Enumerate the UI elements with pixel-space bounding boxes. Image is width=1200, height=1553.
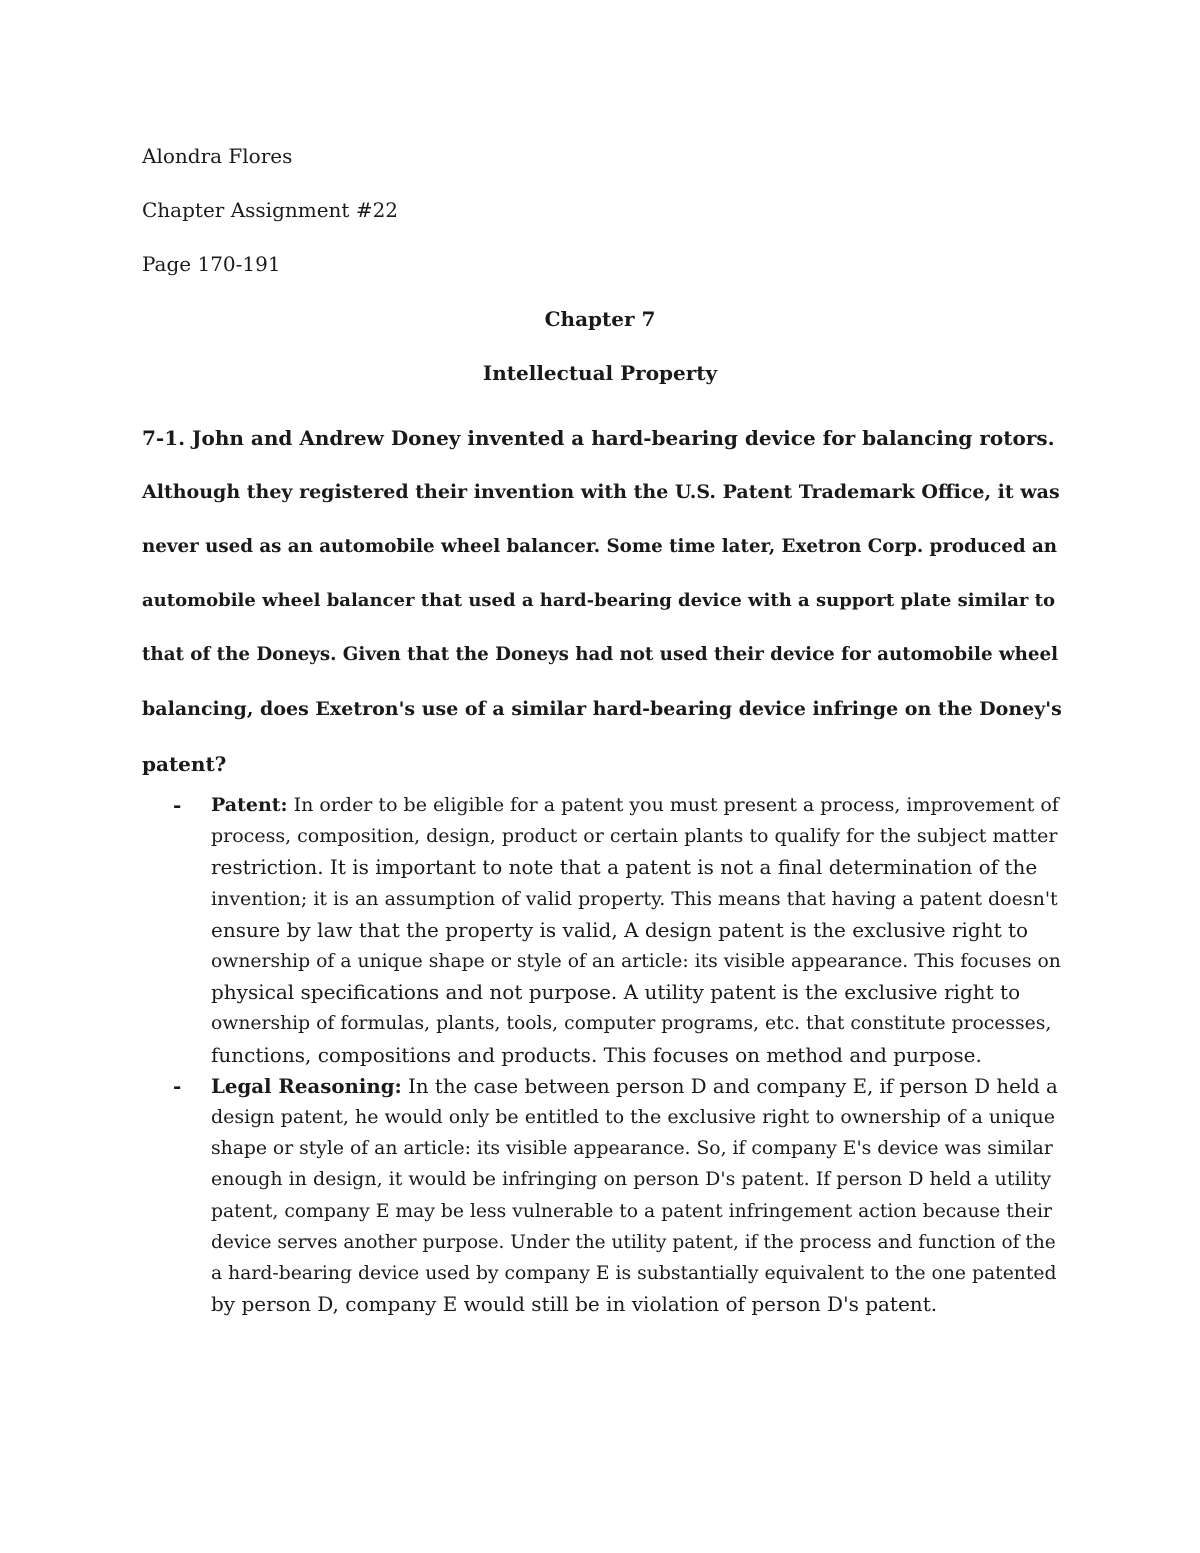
page-range: Page 170-191 <box>142 252 281 276</box>
bullet-line: ensure by law that the property is valid, A design patent is the exclusive right to <box>211 917 1029 942</box>
question-line: automobile wheel balancer that used a hard-bearing device with a support plate similar to <box>142 589 1055 611</box>
bullet-lead-label: Patent: <box>211 794 288 816</box>
answer-bullet-list <box>0 790 1200 1320</box>
bullet-line: restriction. It is important to note that a patent is not a final determination of the <box>211 855 1038 880</box>
bullet-line: process, composition, design, product or certain plants to qualify for the subject matter <box>211 825 1058 848</box>
bullet-line: a hard-bearing device used by company E is substantially equivalent to the one patented <box>211 1263 1057 1285</box>
bullet-line: functions, compositions and products. This focuses on method and purpose. <box>211 1042 982 1067</box>
bullet-line: ownership of formulas, plants, tools, computer programs, etc. that constitute processes, <box>211 1013 1052 1035</box>
bullet-line: design patent, he would only be entitled to the exclusive right to ownership of a unique <box>211 1106 1056 1129</box>
chapter-heading: Chapter 7 <box>544 307 656 331</box>
bullet-line: device serves another purpose. Under the utility patent, if the process and function of the <box>211 1231 1056 1253</box>
bullet-line-text: In order to be eligible for a patent you must present a process, improvement of <box>287 794 1059 816</box>
bullet-legal-reasoning <box>0 1071 1200 1321</box>
bullet-line-text: In the case between person D and company E, if person D held a <box>401 1074 1058 1098</box>
question-line: that of the Doneys. Given that the Doneys had not used their device for automobile wheel <box>142 644 1059 666</box>
bullet-line <box>211 790 1061 821</box>
question-line: 7-1. John and Andrew Doney invented a hard-bearing device for balancing rotors. <box>142 426 1055 450</box>
bullet-text <box>211 790 1061 1071</box>
author-name: Alondra Flores <box>142 144 293 168</box>
question-line: balancing, does Exetron's use of a similar hard-bearing device infringe on the Doney's <box>142 698 1062 721</box>
question-block <box>142 411 1062 791</box>
question-line: Although they registered their invention with the U.S. Patent Trademark Office, it was <box>142 481 1060 504</box>
bullet-line: physical specifications and not purpose. A utility patent is the exclusive right to <box>211 980 1021 1005</box>
bullet-marker: - <box>173 1073 182 1098</box>
bullet-patent <box>0 790 1200 1071</box>
bullet-lead-label: Legal Reasoning: <box>211 1073 402 1098</box>
bullet-marker: - <box>173 793 182 817</box>
chapter-subject-heading: Intellectual Property <box>482 361 718 385</box>
bullet-line: patent, company E may be less vulnerable to a patent infringement action because their <box>211 1200 1052 1222</box>
bullet-line: ownership of a unique shape or style of an article: its visible appearance. This focuses on <box>211 951 1061 973</box>
bullet-text <box>211 1071 1061 1321</box>
bullet-line: shape or style of an article: its visible appearance. So, if company E's device was similar <box>211 1138 1053 1160</box>
bullet-line: by person D, company E would still be in violation of person D's patent. <box>211 1292 938 1317</box>
bullet-line: invention; it is an assumption of valid property. This means that having a patent doesn't <box>211 887 1058 910</box>
bullet-line: enough in design, it would be infringing on person D's patent. If person D held a utility <box>211 1168 1052 1191</box>
question-line: patent? <box>142 751 227 776</box>
bullet-line <box>211 1071 1061 1102</box>
question-line: never used as an automobile wheel balancer. Some time later, Exetron Corp. produced an <box>142 535 1058 557</box>
assignment-title: Chapter Assignment #22 <box>142 198 399 222</box>
